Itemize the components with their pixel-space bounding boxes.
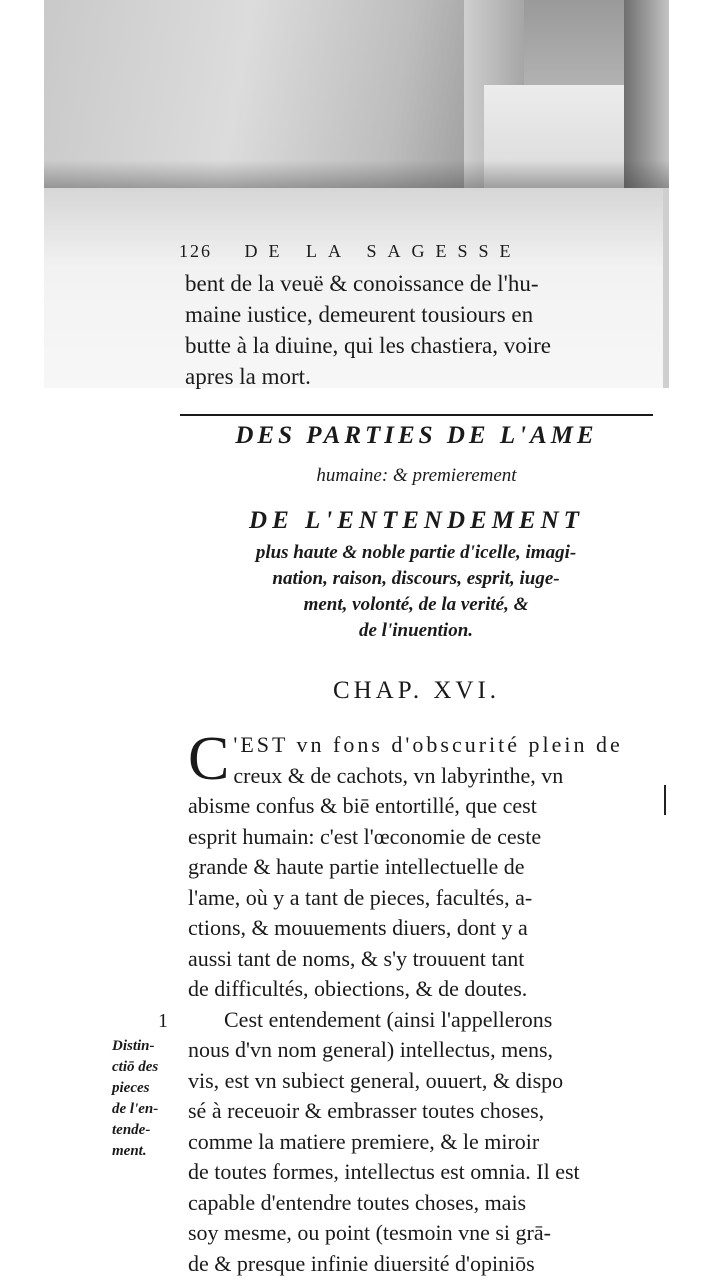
subtitle-line: ment, volonté, de la verité, &: [303, 594, 529, 615]
text-line: grande & haute partie intellectuelle de: [188, 854, 525, 879]
text-line: abisme confus & biē entortillé, que cest: [188, 793, 537, 818]
chapter-subtitle: [196, 540, 636, 644]
text-line: de toutes formes, intellectus est omnia. Il est: [188, 1159, 580, 1184]
stray-ink-mark: [664, 785, 666, 815]
page-number: 126: [179, 241, 212, 261]
margin-number: 1: [158, 1010, 168, 1032]
text-line: ctions, & mouuements diuers, dont y a: [188, 915, 528, 940]
text-line: sé à receuoir & embrasser toutes choses,: [188, 1098, 545, 1123]
text-line: de difficultés, obiections, & de doutes.: [188, 976, 528, 1001]
chapter-heading-sub: humaine: & premierement: [316, 465, 517, 486]
text-line: esprit humain: c'est l'œconomie de ceste: [188, 823, 542, 849]
text-line: vis, est vn subiect general, ouuert, & dispo: [188, 1067, 564, 1093]
text-line: l'ame, où y a tant de pieces, facultés, a-: [188, 884, 533, 910]
chapter-heading: DES PARTIES DE L'AME: [235, 422, 598, 449]
running-title: DE LA SAGESSE: [244, 241, 522, 261]
margin-note-line: ment.: [112, 1143, 147, 1159]
text-line: maine iustice, demeurent tousiours en: [185, 302, 534, 327]
text-line: apres la mort.: [185, 364, 311, 389]
chapter-number: CHAP. XVI.: [332, 677, 501, 704]
first-line-text: 'EST vn fons d'obscurité plein de: [233, 732, 623, 757]
photo-background: [44, 0, 669, 200]
drop-cap: C: [188, 725, 230, 793]
upper-page-fragment: [44, 188, 669, 388]
text-line: comme la matiere premiere, & le miroir: [188, 1128, 540, 1154]
heading-rule: [180, 414, 653, 416]
text-line: aussi tant de noms, & s'y trouuent tant: [188, 945, 525, 971]
text-line: de & presque infinie diuersité d'opiniōs: [188, 1250, 535, 1276]
running-head: [179, 241, 522, 262]
text-line: Cest entendement (ainsi l'appellerons: [224, 1006, 553, 1032]
text-line: butte à la diuine, qui les chastiera, voire: [185, 333, 551, 358]
margin-note-line: ctiō des: [112, 1059, 159, 1075]
subtitle-line: plus haute & noble partie d'icelle, imagi-: [255, 542, 577, 563]
text-line: soy mesme, ou point (tesmoin vne si grā-: [188, 1220, 551, 1245]
margin-note: [112, 1036, 194, 1162]
chapter-heading-main: DE L'ENTENDEMENT: [249, 507, 584, 534]
subtitle-line: de l'inuention.: [358, 620, 474, 641]
margin-note-line: de l'en-: [112, 1101, 159, 1117]
text-line: nous d'vn nom general) intellectus, mens,: [188, 1037, 554, 1062]
text-line: capable d'entendre toutes choses, mais: [188, 1189, 527, 1215]
text-line: bent de la veuë & conoissance de l'hu-: [185, 271, 539, 296]
body-text: [188, 725, 658, 1279]
margin-note-line: Distin-: [112, 1038, 155, 1054]
text-line: creux & de cachots, vn labyrinthe, vn: [233, 762, 564, 788]
subtitle-line: nation, raison, discours, esprit, iuge-: [272, 568, 560, 589]
upper-text-block: [185, 268, 551, 392]
margin-note-line: tende-: [112, 1122, 151, 1138]
margin-note-line: pieces: [112, 1080, 150, 1096]
